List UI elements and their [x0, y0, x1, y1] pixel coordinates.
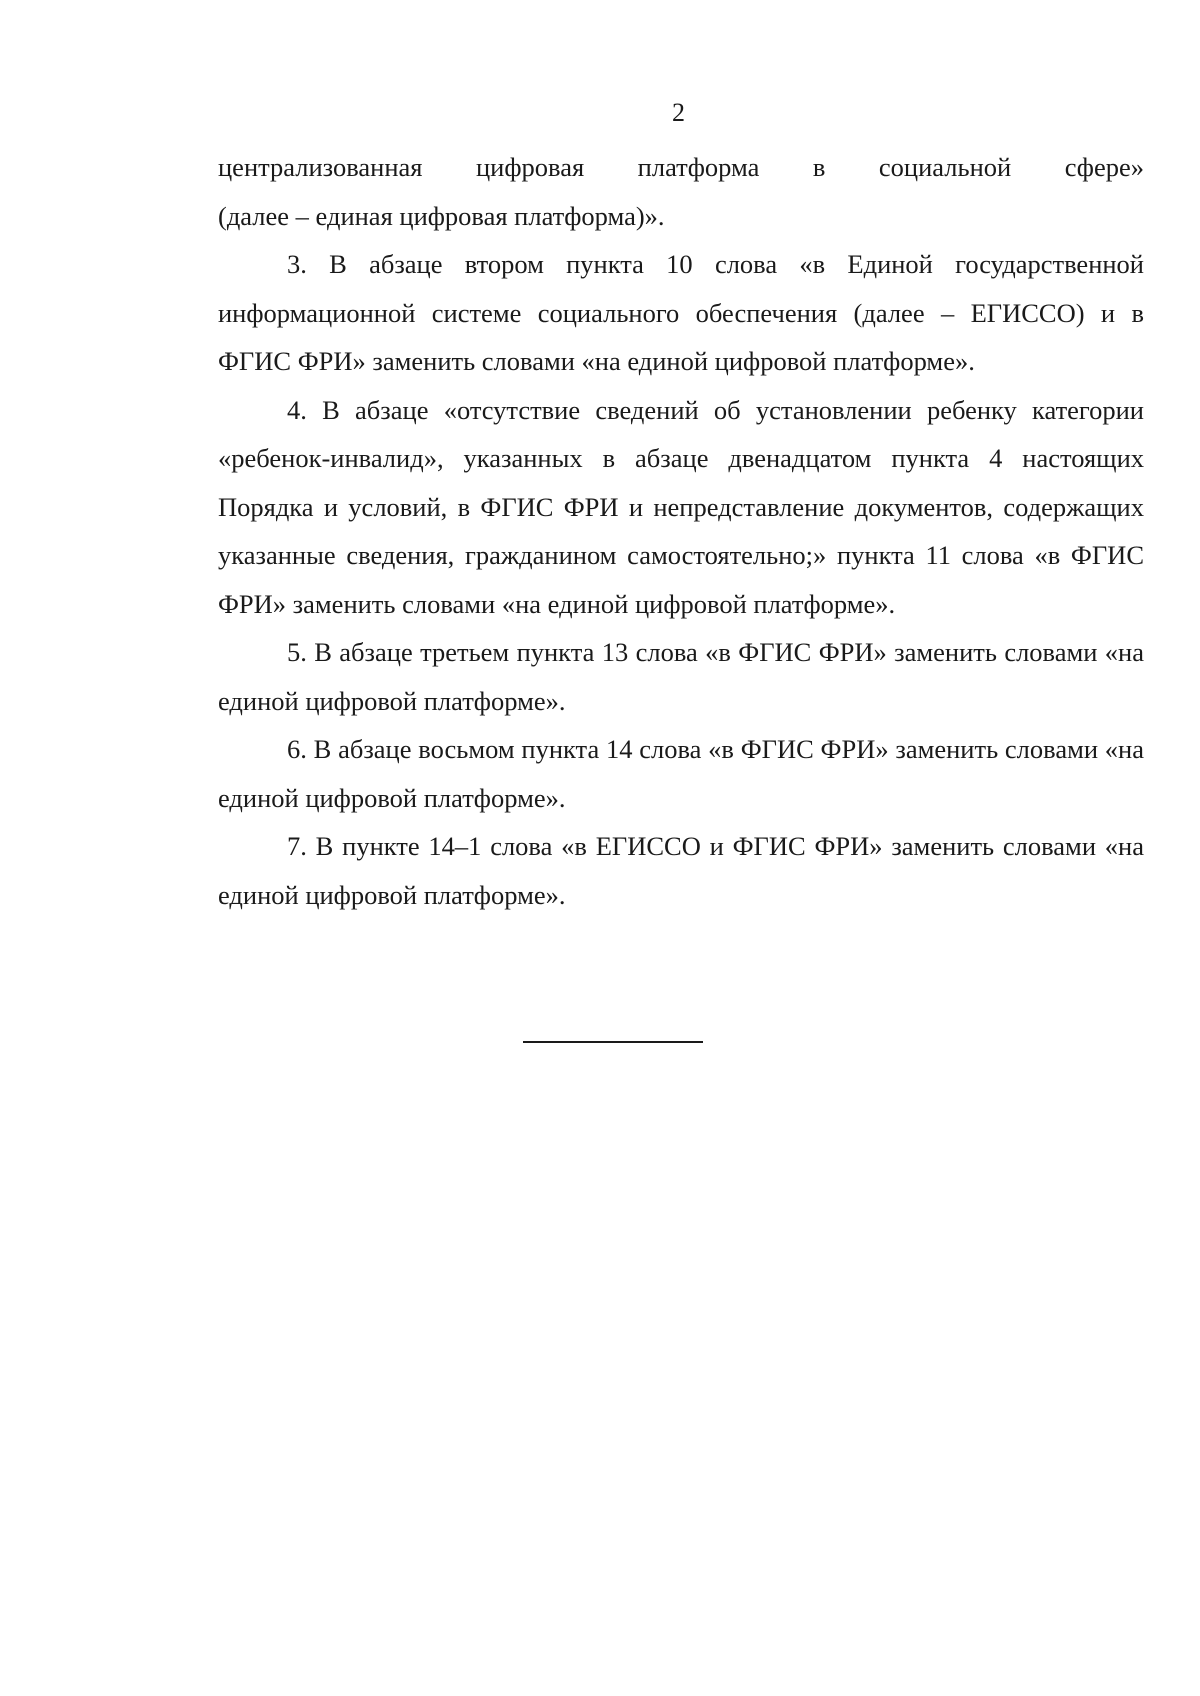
paragraph-item-6: 6. В абзаце восьмом пункта 14 слова «в ФГИС ФРИ» заменить словами «на единой цифровой платформе». — [218, 734, 1144, 813]
paragraph-line: (далее – единая цифровая платформа)». — [218, 200, 665, 231]
page-number: 2 — [672, 98, 685, 127]
paragraph-item-3: 3. В абзаце втором пункта 10 слова «в Единой государственной информационной системе социального обеспечения (далее – ЕГИССО) и в ФГИС ФРИ» заменить словами «на единой цифровой платформе». — [218, 249, 1144, 376]
closing-rule — [523, 1041, 703, 1043]
paragraph-continuation — [218, 143, 1144, 240]
paragraph-item-7: 7. В пункте 14–1 слова «в ЕГИССО и ФГИС ФРИ» заменить словами «на единой цифровой платформе». — [218, 831, 1144, 910]
paragraph-item-4: 4. В абзаце «отсутствие сведений об установлении ребенку категории «ребенок-инвалид», указанных в абзаце двенадцатом пункта 4 настоящих Порядка и условий, в ФГИС ФРИ и непредставление документов, содержащих указанные сведения, гражданином самостоятельно;» пункта 11 слова «в ФГИС ФРИ» заменить словами «на единой цифровой платформе». — [218, 394, 1144, 619]
document-body — [218, 143, 1144, 919]
paragraph-line: централизованная цифровая платформа в социальной сфере» — [218, 152, 1144, 182]
paragraph-item-5: 5. В абзаце третьем пункта 13 слова «в ФГИС ФРИ» заменить словами «на единой цифровой платформе». — [218, 637, 1144, 716]
